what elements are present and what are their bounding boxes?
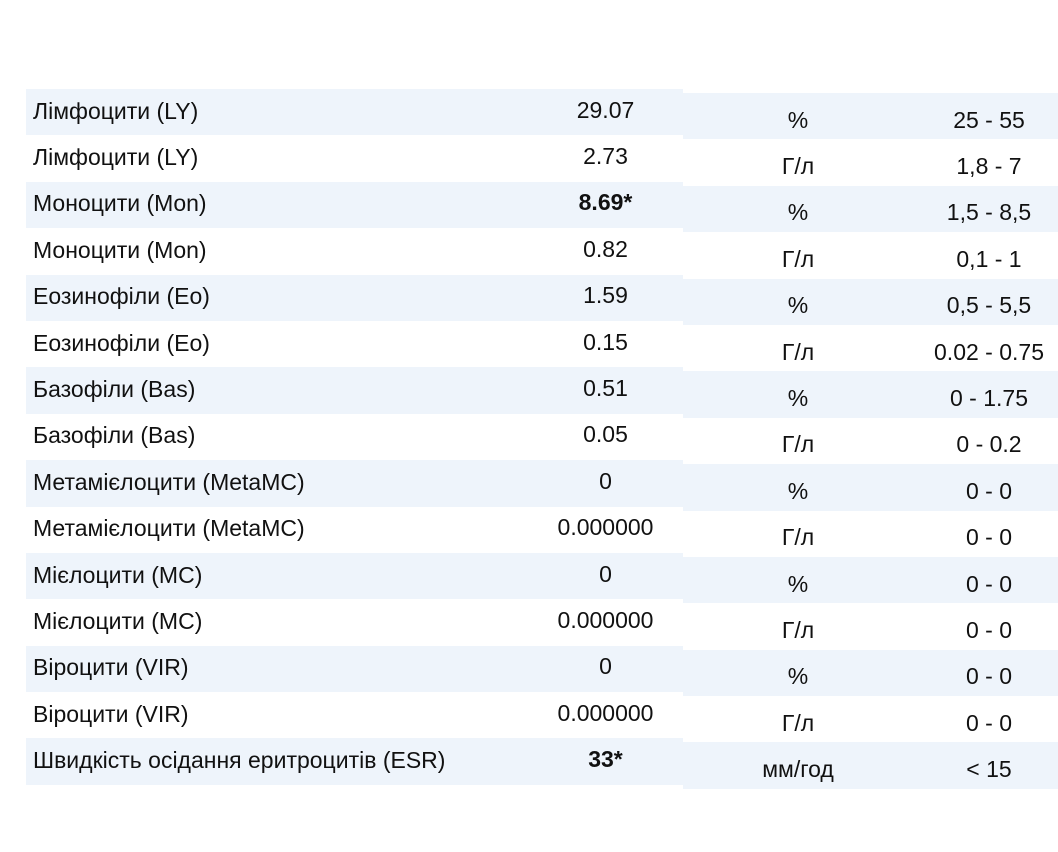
- reference-range-cell: [913, 232, 1058, 278]
- reference-range-text: 0.02 - 0.75: [934, 338, 1044, 365]
- test-value-text: 0.51: [583, 375, 628, 402]
- test-value-cell: [528, 738, 683, 784]
- test-value-cell: [528, 275, 683, 321]
- test-unit-cell: [683, 742, 913, 788]
- reference-range-cell: [913, 279, 1058, 325]
- test-value-text: 0.15: [583, 328, 628, 355]
- test-name-text: Віроцити (VIR): [33, 654, 189, 681]
- test-unit-cell: [683, 371, 913, 417]
- test-value-text: 0.82: [583, 235, 628, 262]
- test-unit-cell: [683, 93, 913, 139]
- test-name-text: Метамієлоцити (MetaMC): [33, 515, 305, 542]
- test-name-cell: [26, 599, 528, 645]
- test-name-cell: [26, 460, 528, 506]
- test-value-text: 0: [599, 467, 612, 494]
- test-unit-cell: [683, 139, 913, 185]
- test-name-cell: [26, 414, 528, 460]
- test-name-text: Мієлоцити (MC): [33, 561, 203, 588]
- test-unit-cell: [683, 325, 913, 371]
- test-name-cell: [26, 228, 528, 274]
- test-name-text: Еозинофіли (Eo): [33, 283, 210, 310]
- test-unit-cell: [683, 696, 913, 742]
- test-unit-text: %: [787, 199, 809, 226]
- reference-range-cell: [913, 325, 1058, 371]
- reference-range-text: 0 - 0: [965, 477, 1013, 504]
- test-name-cell: [26, 646, 528, 692]
- test-value-cell: [528, 599, 683, 645]
- test-value-text: 0.000000: [557, 699, 654, 726]
- test-unit-text: %: [787, 663, 809, 690]
- test-name-text: Моноцити (Mon): [33, 190, 207, 217]
- test-value-text: 0.05: [583, 421, 628, 448]
- test-name-text: Моноцити (Mon): [33, 236, 207, 263]
- test-unit-cell: [683, 603, 913, 649]
- test-value-cell: [528, 507, 683, 553]
- test-value-text: 0.000000: [557, 514, 654, 541]
- test-value-cell: [528, 135, 683, 181]
- reference-range-text: 0,5 - 5,5: [946, 292, 1032, 319]
- table-row: [26, 460, 1058, 506]
- test-value-cell: [528, 553, 683, 599]
- test-name-text: Метамієлоцити (MetaMC): [33, 468, 305, 495]
- test-value-text: 0: [599, 653, 612, 680]
- test-value-text: 8.69*: [578, 189, 633, 216]
- table-row: [26, 321, 1058, 367]
- test-unit-cell: [683, 186, 913, 232]
- test-name-text: Швидкість осідання еритроцитів (ESR): [33, 747, 446, 774]
- test-name-cell: [26, 182, 528, 228]
- test-value-text: 0.000000: [557, 606, 654, 633]
- table-row: [26, 89, 1058, 135]
- reference-range-text: 1,5 - 8,5: [946, 199, 1032, 226]
- test-unit-cell: [683, 232, 913, 278]
- table-row: [26, 738, 1058, 784]
- table-row: [26, 275, 1058, 321]
- test-unit-cell: [683, 557, 913, 603]
- test-name-text: Лімфоцити (LY): [33, 97, 199, 124]
- table-row: [26, 182, 1058, 228]
- test-value-text: 33*: [588, 746, 623, 773]
- test-name-cell: [26, 507, 528, 553]
- reference-range-text: 0 - 0: [965, 663, 1013, 690]
- test-name-text: Базофіли (Bas): [33, 422, 196, 449]
- table-row: [26, 599, 1058, 645]
- test-unit-text: %: [787, 292, 809, 319]
- table-row: [26, 646, 1058, 692]
- test-unit-text: Г/л: [781, 153, 815, 180]
- test-value-cell: [528, 89, 683, 135]
- test-name-cell: [26, 553, 528, 599]
- test-name-text: Мієлоцити (MC): [33, 607, 203, 634]
- test-value-cell: [528, 692, 683, 738]
- reference-range-text: < 15: [966, 756, 1012, 783]
- reference-range-cell: [913, 186, 1058, 232]
- test-value-cell: [528, 182, 683, 228]
- test-unit-cell: [683, 650, 913, 696]
- test-unit-text: Г/л: [781, 616, 815, 643]
- test-name-text: Базофіли (Bas): [33, 376, 196, 403]
- test-value-text: 2.73: [583, 143, 628, 170]
- reference-range-cell: [913, 511, 1058, 557]
- test-unit-text: Г/л: [781, 245, 815, 272]
- test-value-cell: [528, 228, 683, 274]
- test-value-cell: [528, 367, 683, 413]
- test-unit-text: %: [787, 477, 809, 504]
- test-unit-cell: [683, 279, 913, 325]
- reference-range-text: 0 - 0.2: [956, 431, 1022, 458]
- test-value-cell: [528, 321, 683, 367]
- reference-range-cell: [913, 93, 1058, 139]
- test-name-text: Лімфоцити (LY): [33, 144, 199, 171]
- test-unit-text: Г/л: [781, 524, 815, 551]
- reference-range-text: 0 - 0: [965, 616, 1013, 643]
- test-name-cell: [26, 135, 528, 181]
- test-name-text: Еозинофіли (Eo): [33, 329, 210, 356]
- table-row: [26, 692, 1058, 738]
- reference-range-text: 1,8 - 7: [956, 153, 1022, 180]
- test-value-cell: [528, 414, 683, 460]
- reference-range-cell: [913, 696, 1058, 742]
- table-row: [26, 228, 1058, 274]
- test-name-cell: [26, 321, 528, 367]
- test-unit-text: %: [787, 385, 809, 412]
- test-name-text: Віроцити (VIR): [33, 700, 189, 727]
- reference-range-cell: [913, 371, 1058, 417]
- reference-range-cell: [913, 603, 1058, 649]
- test-unit-text: мм/год: [762, 756, 834, 783]
- test-unit-text: Г/л: [781, 431, 815, 458]
- test-name-cell: [26, 738, 528, 784]
- table-row: [26, 367, 1058, 413]
- test-unit-text: %: [787, 570, 809, 597]
- test-name-cell: [26, 692, 528, 738]
- lab-results-table: [26, 89, 1058, 785]
- table-row: [26, 414, 1058, 460]
- test-name-cell: [26, 275, 528, 321]
- test-value-text: 29.07: [576, 96, 635, 123]
- test-value-text: 1.59: [583, 282, 628, 309]
- test-unit-text: %: [787, 106, 809, 133]
- test-value-cell: [528, 460, 683, 506]
- test-name-cell: [26, 367, 528, 413]
- reference-range-cell: [913, 557, 1058, 603]
- reference-range-text: 0 - 0: [965, 709, 1013, 736]
- lab-results-body: [26, 89, 1058, 785]
- reference-range-text: 0 - 0: [965, 524, 1013, 551]
- reference-range-cell: [913, 464, 1058, 510]
- table-row: [26, 553, 1058, 599]
- test-value-cell: [528, 646, 683, 692]
- table-row: [26, 135, 1058, 181]
- reference-range-cell: [913, 418, 1058, 464]
- test-unit-text: Г/л: [781, 709, 815, 736]
- test-unit-text: Г/л: [781, 338, 815, 365]
- test-unit-cell: [683, 418, 913, 464]
- table-row: [26, 507, 1058, 553]
- reference-range-cell: [913, 742, 1058, 788]
- reference-range-text: 0 - 1.75: [950, 385, 1028, 412]
- test-unit-cell: [683, 464, 913, 510]
- reference-range-text: 25 - 55: [953, 106, 1025, 133]
- test-value-text: 0: [599, 560, 612, 587]
- reference-range-text: 0 - 0: [965, 570, 1013, 597]
- test-name-cell: [26, 89, 528, 135]
- reference-range-cell: [913, 650, 1058, 696]
- reference-range-text: 0,1 - 1: [956, 245, 1022, 272]
- reference-range-cell: [913, 139, 1058, 185]
- test-unit-cell: [683, 511, 913, 557]
